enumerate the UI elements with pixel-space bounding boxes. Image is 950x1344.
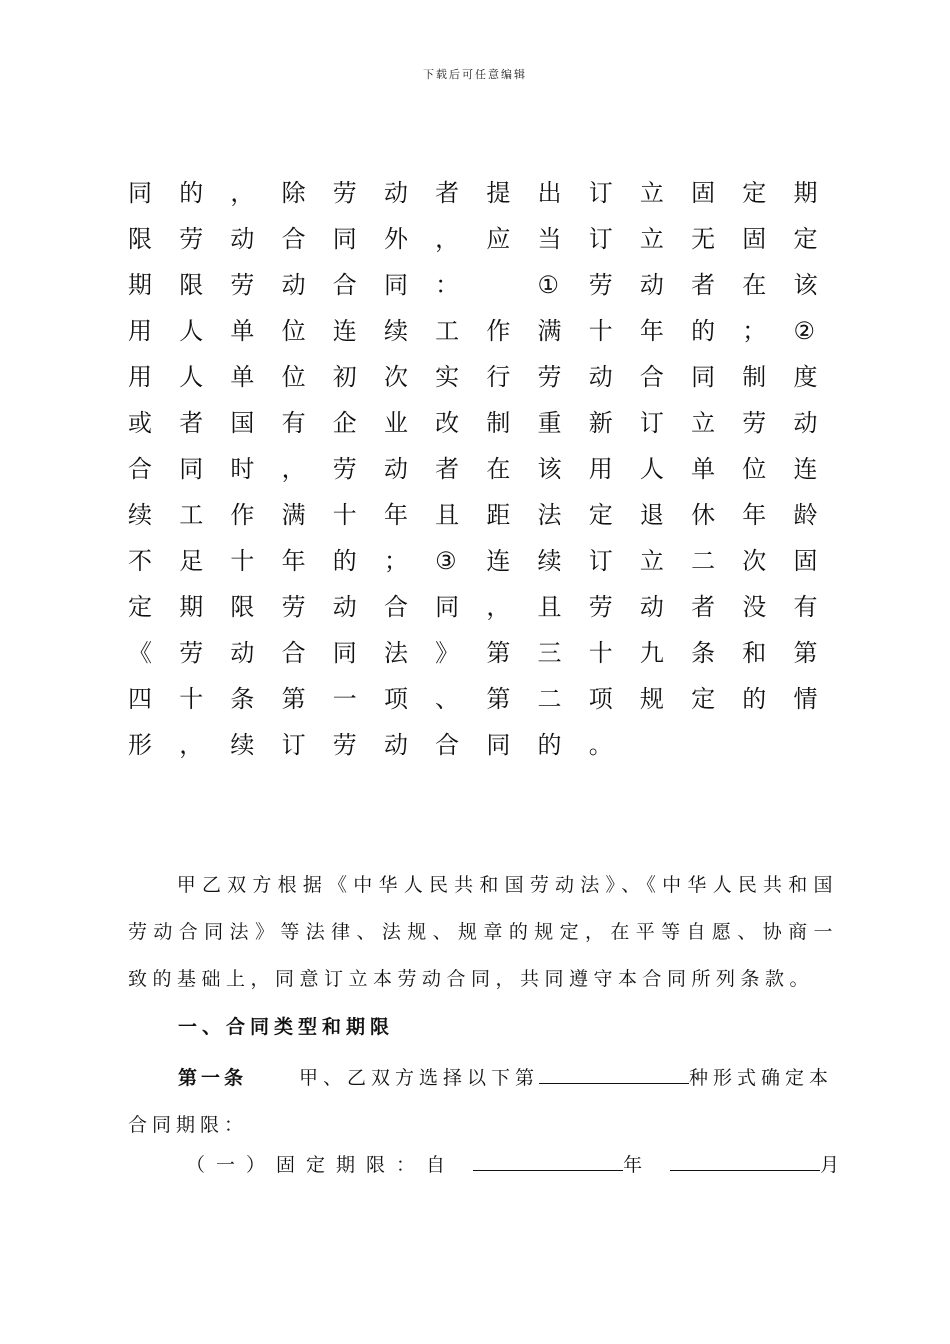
clause-char: 定 bbox=[128, 593, 152, 621]
clause-line bbox=[128, 722, 845, 768]
clause-char: 劳 bbox=[537, 363, 562, 391]
clause-char: 的 bbox=[742, 685, 767, 713]
clause-char: 时 bbox=[230, 455, 255, 483]
clause-char: 作 bbox=[486, 317, 511, 345]
clause-char: 动 bbox=[793, 409, 818, 437]
clause-char: 新 bbox=[588, 409, 613, 437]
clause-char: 法 bbox=[537, 501, 562, 529]
clause-char: ③ bbox=[435, 547, 457, 575]
clause-char: 的 bbox=[691, 317, 716, 345]
clause-line bbox=[128, 170, 845, 216]
header-note: 下载后可任意编辑 bbox=[423, 68, 527, 81]
clause-char: 。 bbox=[588, 731, 613, 759]
clause-char: 限 bbox=[128, 225, 152, 253]
clause-char: 不 bbox=[128, 547, 152, 575]
clause-line bbox=[128, 538, 845, 584]
clause-char: 同 bbox=[435, 593, 460, 621]
clause-char: 规 bbox=[639, 685, 664, 713]
article-text-before: 甲、乙双方选择以下第 bbox=[299, 1067, 540, 1089]
clause-char: 劳 bbox=[230, 271, 255, 299]
clause-char: 当 bbox=[537, 225, 562, 253]
clause-char: 十 bbox=[230, 547, 255, 575]
clause-char: 《 bbox=[128, 639, 152, 667]
clause-char: 合 bbox=[332, 271, 357, 299]
clause-char: 者 bbox=[179, 409, 204, 437]
fixed-term-label: （一）固定期限：自 bbox=[186, 1154, 457, 1176]
clause-char: 限 bbox=[179, 271, 204, 299]
clause-char: 有 bbox=[793, 593, 818, 621]
clause-char: ， bbox=[281, 455, 306, 483]
clause-line bbox=[128, 446, 845, 492]
clause-char: 出 bbox=[537, 179, 562, 207]
clause-char: 续 bbox=[128, 501, 152, 529]
clause-char: 固 bbox=[742, 225, 767, 253]
clause-char: 劳 bbox=[179, 639, 204, 667]
clause-char: 订 bbox=[588, 179, 613, 207]
clause-char: 该 bbox=[537, 455, 562, 483]
clause-char: 情 bbox=[793, 685, 818, 713]
clause-char: 在 bbox=[742, 271, 767, 299]
clause-text-block bbox=[128, 170, 845, 768]
clause-char: 且 bbox=[537, 593, 562, 621]
clause-char: ： bbox=[435, 271, 460, 299]
clause-char: 年 bbox=[383, 501, 408, 529]
clause-char: 劳 bbox=[179, 225, 204, 253]
clause-char: 十 bbox=[588, 317, 613, 345]
clause-char: 动 bbox=[383, 455, 408, 483]
clause-char: 的 bbox=[179, 179, 204, 207]
clause-char: 动 bbox=[383, 731, 408, 759]
clause-char: 劳 bbox=[332, 731, 357, 759]
clause-char: 定 bbox=[793, 225, 818, 253]
clause-char: 满 bbox=[537, 317, 562, 345]
article-label: 第一条 bbox=[178, 1067, 248, 1089]
year-blank[interactable] bbox=[473, 1154, 623, 1171]
clause-char: 外 bbox=[383, 225, 408, 253]
clause-char: 动 bbox=[281, 271, 306, 299]
clause-char: 劳 bbox=[281, 593, 306, 621]
clause-char: 单 bbox=[691, 455, 716, 483]
clause-char: 休 bbox=[691, 501, 716, 529]
clause-char: 该 bbox=[793, 271, 818, 299]
clause-char: 项 bbox=[383, 685, 408, 713]
preamble-text: 甲乙双方根据《中华人民共和国劳动法》、《中华人民共和国劳动合同法》等法律、法规、规章的规定，在平等自愿、协商一致的基础上，同意订立本劳动合同，共同遵守本合同所列条款。 bbox=[128, 874, 838, 990]
clause-char: 距 bbox=[486, 501, 511, 529]
clause-char: 订 bbox=[588, 547, 613, 575]
clause-line bbox=[128, 492, 845, 538]
clause-char: 条 bbox=[230, 685, 255, 713]
article-one bbox=[128, 1055, 838, 1149]
clause-char: 动 bbox=[230, 639, 255, 667]
clause-line bbox=[128, 676, 845, 722]
clause-char: 固 bbox=[691, 179, 716, 207]
clause-char: 和 bbox=[742, 639, 767, 667]
clause-char: 合 bbox=[435, 731, 460, 759]
clause-char: 作 bbox=[230, 501, 255, 529]
clause-char: 二 bbox=[537, 685, 562, 713]
clause-char: 项 bbox=[588, 685, 613, 713]
clause-char: 业 bbox=[383, 409, 408, 437]
clause-char: 国 bbox=[230, 409, 255, 437]
clause-char: 或 bbox=[128, 409, 152, 437]
clause-char: 续 bbox=[230, 731, 255, 759]
clause-char: 立 bbox=[639, 179, 664, 207]
clause-char: 制 bbox=[742, 363, 767, 391]
clause-char: 位 bbox=[281, 363, 306, 391]
clause-char: 年 bbox=[639, 317, 664, 345]
clause-char: 工 bbox=[179, 501, 204, 529]
clause-char: ， bbox=[230, 179, 255, 207]
clause-char: 合 bbox=[281, 225, 306, 253]
clause-char: 动 bbox=[383, 179, 408, 207]
month-label: 月 bbox=[820, 1154, 851, 1176]
clause-char: 次 bbox=[742, 547, 767, 575]
clause-char: 第 bbox=[281, 685, 306, 713]
clause-char: 合 bbox=[128, 455, 152, 483]
clause-char: 立 bbox=[691, 409, 716, 437]
clause-char: 的 bbox=[537, 731, 562, 759]
clause-line bbox=[128, 262, 845, 308]
clause-char: 者 bbox=[691, 593, 716, 621]
clause-char: ， bbox=[179, 731, 204, 759]
clause-char: 固 bbox=[793, 547, 818, 575]
clause-char: 期 bbox=[128, 271, 152, 299]
clause-char: ； bbox=[742, 317, 767, 345]
clause-char: 订 bbox=[588, 225, 613, 253]
clause-char: 应 bbox=[486, 225, 511, 253]
clause-char: 三 bbox=[537, 639, 562, 667]
clause-char: 第 bbox=[486, 685, 511, 713]
clause-char: 连 bbox=[793, 455, 818, 483]
clause-line bbox=[128, 354, 845, 400]
clause-char: 年 bbox=[742, 501, 767, 529]
clause-char: 企 bbox=[332, 409, 357, 437]
clause-char: 提 bbox=[486, 179, 511, 207]
clause-char: 同 bbox=[691, 363, 716, 391]
clause-char: 立 bbox=[639, 547, 664, 575]
preamble-paragraph bbox=[128, 862, 838, 1003]
clause-char: ， bbox=[486, 593, 511, 621]
clause-char: 劳 bbox=[588, 271, 613, 299]
clause-char: 十 bbox=[332, 501, 357, 529]
clause-line bbox=[128, 400, 845, 446]
clause-char: 龄 bbox=[793, 501, 818, 529]
clause-char: ， bbox=[435, 225, 460, 253]
article-text-after: 种形式确定本合同期限： bbox=[128, 1067, 834, 1136]
clause-line bbox=[128, 584, 845, 630]
year-label: 年 bbox=[623, 1154, 654, 1176]
clause-char: 无 bbox=[691, 225, 716, 253]
clause-char: 一 bbox=[332, 685, 357, 713]
clause-char: 同 bbox=[486, 731, 511, 759]
clause-char: ② bbox=[793, 317, 815, 345]
clause-char: 人 bbox=[179, 317, 204, 345]
clause-char: 者 bbox=[691, 271, 716, 299]
clause-line bbox=[128, 630, 845, 676]
clause-char: 第 bbox=[793, 639, 818, 667]
clause-char: 重 bbox=[537, 409, 562, 437]
clause-char: 续 bbox=[537, 547, 562, 575]
clause-char: 定 bbox=[742, 179, 767, 207]
clause-char: 工 bbox=[435, 317, 460, 345]
form-type-blank[interactable] bbox=[539, 1067, 689, 1084]
clause-char: 在 bbox=[486, 455, 511, 483]
clause-char: 单 bbox=[230, 363, 255, 391]
clause-char: 动 bbox=[230, 225, 255, 253]
clause-char: 九 bbox=[639, 639, 664, 667]
clause-char: 动 bbox=[332, 593, 357, 621]
clause-char: 单 bbox=[230, 317, 255, 345]
clause-char: 者 bbox=[435, 455, 460, 483]
clause-char: 有 bbox=[281, 409, 306, 437]
clause-char: 的 bbox=[332, 547, 357, 575]
clause-char: 定 bbox=[588, 501, 613, 529]
clause-char: 期 bbox=[179, 593, 204, 621]
clause-char: 退 bbox=[639, 501, 664, 529]
clause-char: 、 bbox=[435, 685, 460, 713]
clause-char: 法 bbox=[383, 639, 408, 667]
clause-char: 且 bbox=[435, 501, 460, 529]
clause-char: 位 bbox=[742, 455, 767, 483]
clause-char: 实 bbox=[435, 363, 460, 391]
clause-char: ； bbox=[383, 547, 408, 575]
clause-char: ① bbox=[537, 271, 560, 299]
clause-char: 年 bbox=[281, 547, 306, 575]
clause-char: 人 bbox=[639, 455, 664, 483]
clause-char: 动 bbox=[639, 271, 664, 299]
clause-char: 用 bbox=[588, 455, 613, 483]
clause-char: 二 bbox=[691, 547, 716, 575]
clause-char: 形 bbox=[128, 731, 152, 759]
clause-char: 劳 bbox=[332, 455, 357, 483]
clause-char: 初 bbox=[332, 363, 357, 391]
clause-char: 期 bbox=[793, 179, 818, 207]
clause-char: 度 bbox=[793, 363, 818, 391]
clause-line bbox=[128, 216, 845, 262]
clause-char: 劳 bbox=[332, 179, 357, 207]
clause-char: 立 bbox=[639, 225, 664, 253]
clause-char: 同 bbox=[383, 271, 408, 299]
clause-char: 者 bbox=[435, 179, 460, 207]
clause-char: 人 bbox=[179, 363, 204, 391]
clause-char: 限 bbox=[230, 593, 255, 621]
clause-char: 位 bbox=[281, 317, 306, 345]
clause-char: 满 bbox=[281, 501, 306, 529]
fixed-term-line bbox=[186, 1148, 850, 1182]
clause-char: 动 bbox=[588, 363, 613, 391]
clause-char: 除 bbox=[281, 179, 306, 207]
clause-char: 连 bbox=[332, 317, 357, 345]
clause-line bbox=[128, 308, 845, 354]
month-blank[interactable] bbox=[670, 1154, 820, 1171]
clause-char: 》 bbox=[435, 639, 460, 667]
clause-char: 劳 bbox=[742, 409, 767, 437]
clause-char: 同 bbox=[332, 225, 357, 253]
clause-char: 没 bbox=[742, 593, 767, 621]
clause-char: 连 bbox=[486, 547, 511, 575]
clause-char: 行 bbox=[486, 363, 511, 391]
clause-char: 足 bbox=[179, 547, 204, 575]
clause-char: 十 bbox=[179, 685, 204, 713]
clause-char: 用 bbox=[128, 363, 152, 391]
clause-char: 次 bbox=[383, 363, 408, 391]
clause-char: 动 bbox=[639, 593, 664, 621]
clause-char: 订 bbox=[281, 731, 306, 759]
clause-char: 合 bbox=[383, 593, 408, 621]
clause-char: 订 bbox=[639, 409, 664, 437]
clause-char: 同 bbox=[179, 455, 204, 483]
clause-char: 用 bbox=[128, 317, 152, 345]
clause-char: 定 bbox=[691, 685, 716, 713]
clause-char: 制 bbox=[486, 409, 511, 437]
clause-char: 劳 bbox=[588, 593, 613, 621]
clause-char: 合 bbox=[281, 639, 306, 667]
clause-char: 续 bbox=[383, 317, 408, 345]
clause-char: 四 bbox=[128, 685, 152, 713]
section-title: 一、合同类型和期限 bbox=[178, 1016, 395, 1038]
clause-char: 第 bbox=[486, 639, 511, 667]
clause-char: 同 bbox=[332, 639, 357, 667]
clause-char: 条 bbox=[691, 639, 716, 667]
clause-char: 同 bbox=[128, 179, 152, 207]
clause-char: 改 bbox=[435, 409, 460, 437]
clause-char: 十 bbox=[588, 639, 613, 667]
clause-char: 合 bbox=[639, 363, 664, 391]
